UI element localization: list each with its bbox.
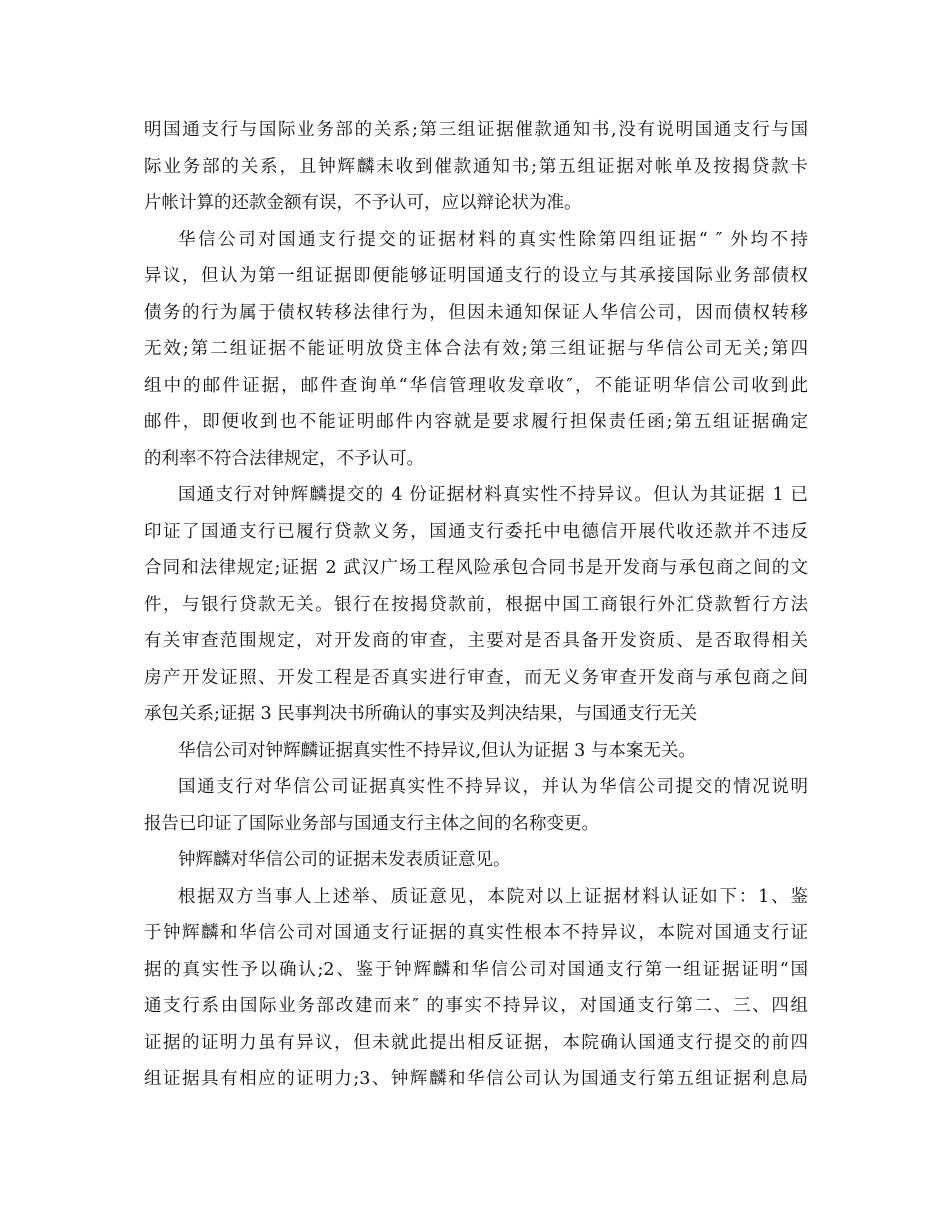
- text-line: 际业务部的关系，且钟辉麟未收到催款通知书;第五组证据对帐单及按揭贷款卡: [144, 156, 808, 177]
- text-line: 国通支行对钟辉麟提交的 4 份证据材料真实性不持异议。但认为其证据 1 已: [178, 485, 808, 505]
- text-line: 华信公司对钟辉麟证据真实性不持异议,但认为证据 3 与本案无关。: [178, 740, 696, 761]
- text-line: 证据的证明力虽有异议，但未就此提出相反证据，本院确认国通支行提交的前四: [144, 1032, 808, 1053]
- text-line: 国通支行对华信公司证据真实性不持异议，并认为华信公司提交的情况说明: [178, 777, 808, 797]
- text-line: 印证了国通支行已履行贷款义务，国通支行委托中电德信开展代收还款并不违反: [144, 521, 808, 542]
- text-line: 钟辉麟对华信公司的证据未发表质证意见。: [178, 850, 511, 870]
- document-body: [144, 112, 808, 1098]
- text-line: 据的真实性予以确认;2、鉴于钟辉麟和华信公司对国通支行第一组证据证明“国: [144, 959, 808, 980]
- text-line: 合同和法律规定;证据 2 武汉广场工程风险承包合同书是开发商与承包商之间的文: [144, 558, 808, 578]
- text-line: 明国通支行与国际业务部的关系;第三组证据催款通知书,没有说明国通支行与国: [144, 120, 808, 140]
- text-line: 的利率不符合法律规定，不予认可。: [144, 448, 424, 469]
- text-line: 组中的邮件证据，邮件查询单“华信管理收发章收″，不能证明华信公司收到此: [144, 375, 808, 396]
- text-line: 件，与银行贷款无关。银行在按揭贷款前，根据中国工商银行外汇贷款暂行方法: [144, 594, 808, 615]
- text-line: 根据双方当事人上述举、质证意见，本院对以上证据材料认证如下：1、鉴: [178, 886, 808, 907]
- text-line: 片帐计算的还款金额有误，不予认可，应以辩论状为准。: [144, 193, 582, 213]
- text-line: 承包关系;证据 3 民事判决书所确认的事实及判决结果，与国通支行无关: [144, 704, 698, 724]
- text-line: 债务的行为属于债权转移法律行为，但因未通知保证人华信公司，因而债权转移: [144, 302, 808, 323]
- text-line: 有关审查范围规定，对开发商的审查，主要对是否具备开发资质、是否取得相关: [144, 631, 808, 651]
- text-line: 组证据具有相应的证明力;3、钟辉麟和华信公司认为国通支行第五组证据利息局: [144, 1069, 808, 1089]
- text-line: 于钟辉麟和华信公司对国通支行证据的真实性根本不持异议，本院对国通支行证: [144, 923, 808, 943]
- text-line: 华信公司对国通支行提交的证据材料的真实性除第四组证据“ ″ 外均不持: [178, 229, 808, 250]
- text-line: 报告已印证了国际业务部与国通支行主体之间的名称变更。: [144, 813, 599, 834]
- text-line: 邮件，即便收到也不能证明邮件内容就是要求履行担保责任函;第五组证据确定: [144, 412, 808, 432]
- text-line: 房产开发证照、开发工程是否真实进行审查，而无义务审查开发商与承包商之间: [144, 667, 808, 688]
- text-line: 无效;第二组证据不能证明放贷主体合法有效;第三组证据与华信公司无关;第四: [144, 339, 808, 359]
- text-line: 异议，但认为第一组证据即便能够证明国通支行的设立与其承接国际业务部债权: [144, 266, 808, 286]
- text-line: 通支行系由国际业务部改建而来″ 的事实不持异议，对国通支行第二、三、四组: [144, 996, 808, 1016]
